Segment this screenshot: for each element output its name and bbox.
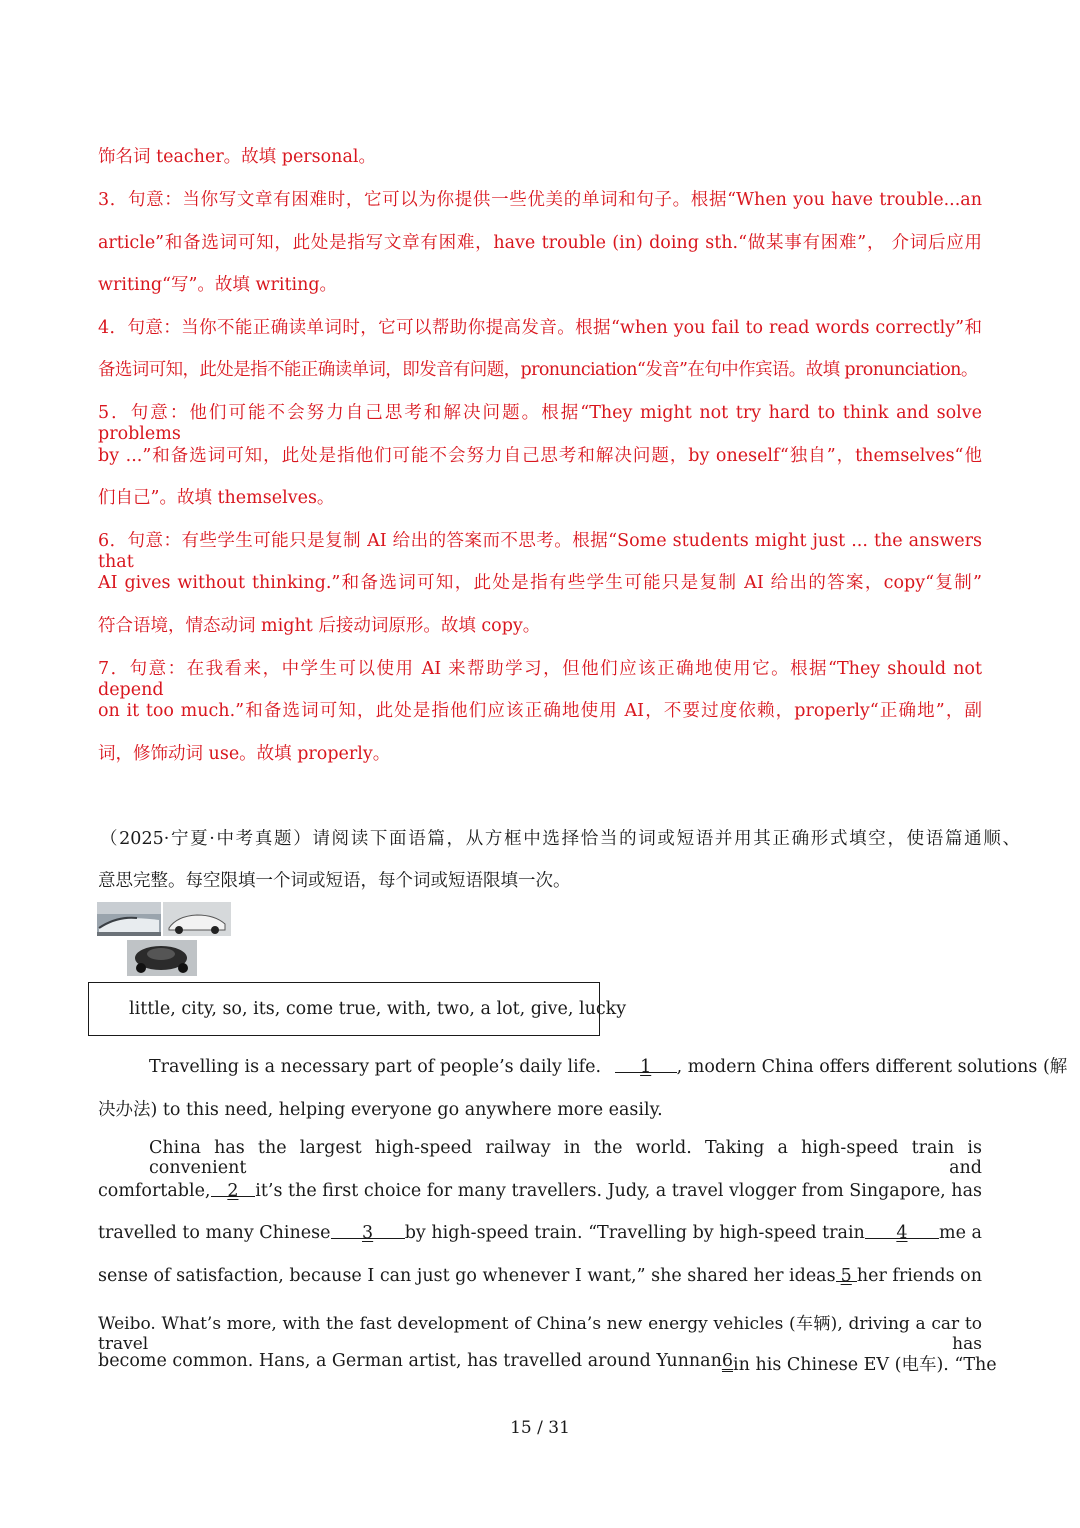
passage-text: in his Chinese EV (电车). “The bbox=[733, 1355, 997, 1375]
explanation-line: article”和备选词可知，此处是指写文章有困难，have trouble (in) doing sth.“做某事有困难”， 介词后应用 bbox=[98, 233, 982, 253]
explanation-line: 饰名词 teacher。故填 personal。 bbox=[98, 147, 376, 167]
passage-line: 决办法) to this need, helping everyone go anywhere more easily. bbox=[98, 1100, 663, 1120]
blank-3[interactable]: 3 bbox=[331, 1223, 405, 1243]
passage-text: me a bbox=[939, 1223, 982, 1243]
passage-text: it’s the first choice for many travellers. Judy, a travel vlogger from Singapore, has bbox=[255, 1181, 982, 1201]
blank-1[interactable]: 1 bbox=[615, 1057, 677, 1077]
explanation-line: AI gives without thinking.”和备选词可知，此处是指有些学生可能只是复制 AI 给出的答案，copy“复制” bbox=[98, 573, 982, 593]
high-speed-train-photo bbox=[97, 902, 231, 976]
blank-4[interactable]: 4 bbox=[865, 1223, 939, 1243]
passage-text: sense of satisfaction, because I can just go whenever I want,” she shared her ideas bbox=[98, 1266, 836, 1286]
passage-line bbox=[98, 1223, 982, 1243]
word-choice-box: little, city, so, its, come true, with, two, a lot, give, lucky bbox=[88, 982, 600, 1036]
passage-text: Travelling is a necessary part of people’s daily life. bbox=[149, 1057, 602, 1077]
explanation-line: 5．句意：他们可能不会努力自己思考和解决问题。根据“They might not try hard to think and solve problems bbox=[98, 403, 982, 444]
passage-text: her friends on bbox=[856, 1266, 982, 1286]
passage-line bbox=[98, 1351, 997, 1376]
explanation-line: writing“写”。故填 writing。 bbox=[98, 275, 338, 295]
blank-2[interactable]: 2 bbox=[211, 1181, 256, 1201]
passage-text: travelled to many Chinese bbox=[98, 1223, 331, 1243]
passage-text: become common. Hans, a German artist, has travelled around Yunnan bbox=[98, 1351, 722, 1371]
explanation-line: 符合语境，情态动词 might 后接动词原形。故填 copy。 bbox=[98, 616, 541, 636]
explanation-line: 词，修饰动词 use。故填 properly。 bbox=[98, 744, 391, 764]
question-instructions-cont: 意思完整。每空限填一个词或短语，每个词或短语限填一次。 bbox=[98, 871, 571, 891]
explanation-line: 4．句意：当你不能正确读单词时，它可以帮助你提高发音。根据“when you fail to read words correctly”和 bbox=[98, 318, 982, 338]
passage-line bbox=[149, 1053, 1067, 1078]
passage-text: , modern China offers different solutions (解 bbox=[676, 1057, 1068, 1077]
question-instructions: （2025·宁夏·中考真题）请阅读下面语篇，从方框中选择恰当的词或短语并用其正确形式填空，使语篇通顺、 bbox=[100, 829, 1020, 849]
page-number: 15 / 31 bbox=[510, 1418, 570, 1438]
blank-6[interactable]: 6 bbox=[722, 1351, 733, 1376]
explanation-line: 6．句意：有些学生可能只是复制 AI 给出的答案而不思考。根据“Some students might just ... the answers that bbox=[98, 531, 982, 572]
passage-line: Weibo. What’s more, with the fast development of China’s new energy vehicles (车辆), driving a car to travel has bbox=[98, 1314, 982, 1354]
explanation-line: by ...”和备选词可知，此处是指他们可能不会努力自己思考和解决问题，by oneself“独自”，themselves“他 bbox=[98, 446, 982, 466]
passage-text: by high-speed train. “Travelling by high-speed train bbox=[404, 1223, 865, 1243]
transport-images bbox=[97, 902, 231, 976]
passage-line bbox=[98, 1181, 982, 1201]
explanation-line: on it too much.”和备选词可知，此处是指他们应该正确地使用 AI，不要过度依赖，properly“正确地”，副 bbox=[98, 701, 982, 721]
blank-5[interactable]: 5 bbox=[836, 1266, 857, 1286]
explanation-line: 3．句意：当你写文章有困难时，它可以为你提供一些优美的单词和句子。根据“When you have trouble...an bbox=[98, 190, 982, 210]
passage-line: China has the largest high-speed railway in the world. Taking a high-speed train is convenient and bbox=[149, 1138, 982, 1178]
explanation-line: 备选词可知，此处是指不能正确读单词，即发音有问题，pronunciation“发音”在句中作宾语。故填 pronunciation。 bbox=[98, 360, 978, 380]
explanation-line: 们自己”。故填 themselves。 bbox=[98, 488, 335, 508]
passage-text: comfortable, bbox=[98, 1181, 211, 1201]
passage-line bbox=[98, 1266, 982, 1286]
explanation-line: 7．句意：在我看来，中学生可以使用 AI 来帮助学习，但他们应该正确地使用它。根据“They should not depend bbox=[98, 659, 982, 700]
